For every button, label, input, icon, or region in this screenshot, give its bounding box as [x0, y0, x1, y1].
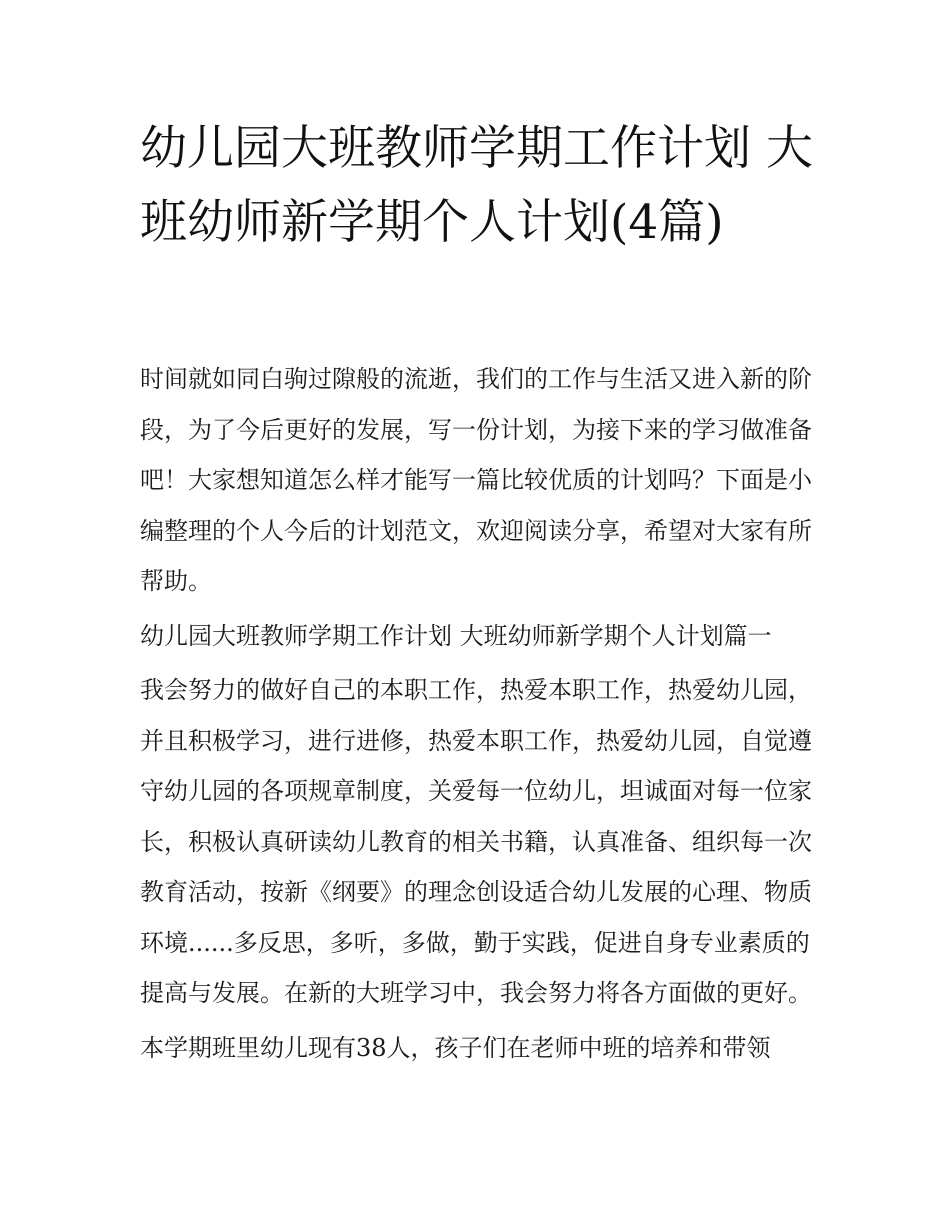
body-paragraph: 本学期班里幼儿现有38人，孩子们在老师中班的培养和带领 — [140, 1033, 771, 1062]
document-body — [140, 354, 814, 1073]
body-paragraph: 我会努力的做好自己的本职工作，热爱本职工作，热爱幼儿园，并且积极学习，进行进修，热爱本职工作，热爱幼儿园，自觉遵守幼儿园的各项规章制度，关爱每一位幼儿，坦诚面对每一位家长，积极认真研读幼儿教育的相关书籍，认真准备、组织每一次教育活动，按新《纲要》的理念创设适合幼儿发展的心理、物质环境......多反思，多听，多做，勤于实践，促进自身专业素质的提高与发展。在新的大班学习中，我会努力将各方面做的更好。 — [140, 676, 812, 1007]
intro-paragraph: 时间就如同白驹过隙般的流逝，我们的工作与生活又进入新的阶段，为了今后更好的发展，写一份计划，为接下来的学习做准备吧！大家想知道怎么样才能写一篇比较优质的计划吗？下面是小编整理的个人今后的计划范文，欢迎阅读分享，希望对大家有所帮助。 — [140, 365, 812, 595]
section-heading: 幼儿园大班教师学期工作计划 大班幼师新学期个人计划篇一 — [140, 621, 772, 650]
document-title: 幼儿园大班教师学期工作计划 大班幼师新学期个人计划(4篇) — [140, 121, 813, 250]
